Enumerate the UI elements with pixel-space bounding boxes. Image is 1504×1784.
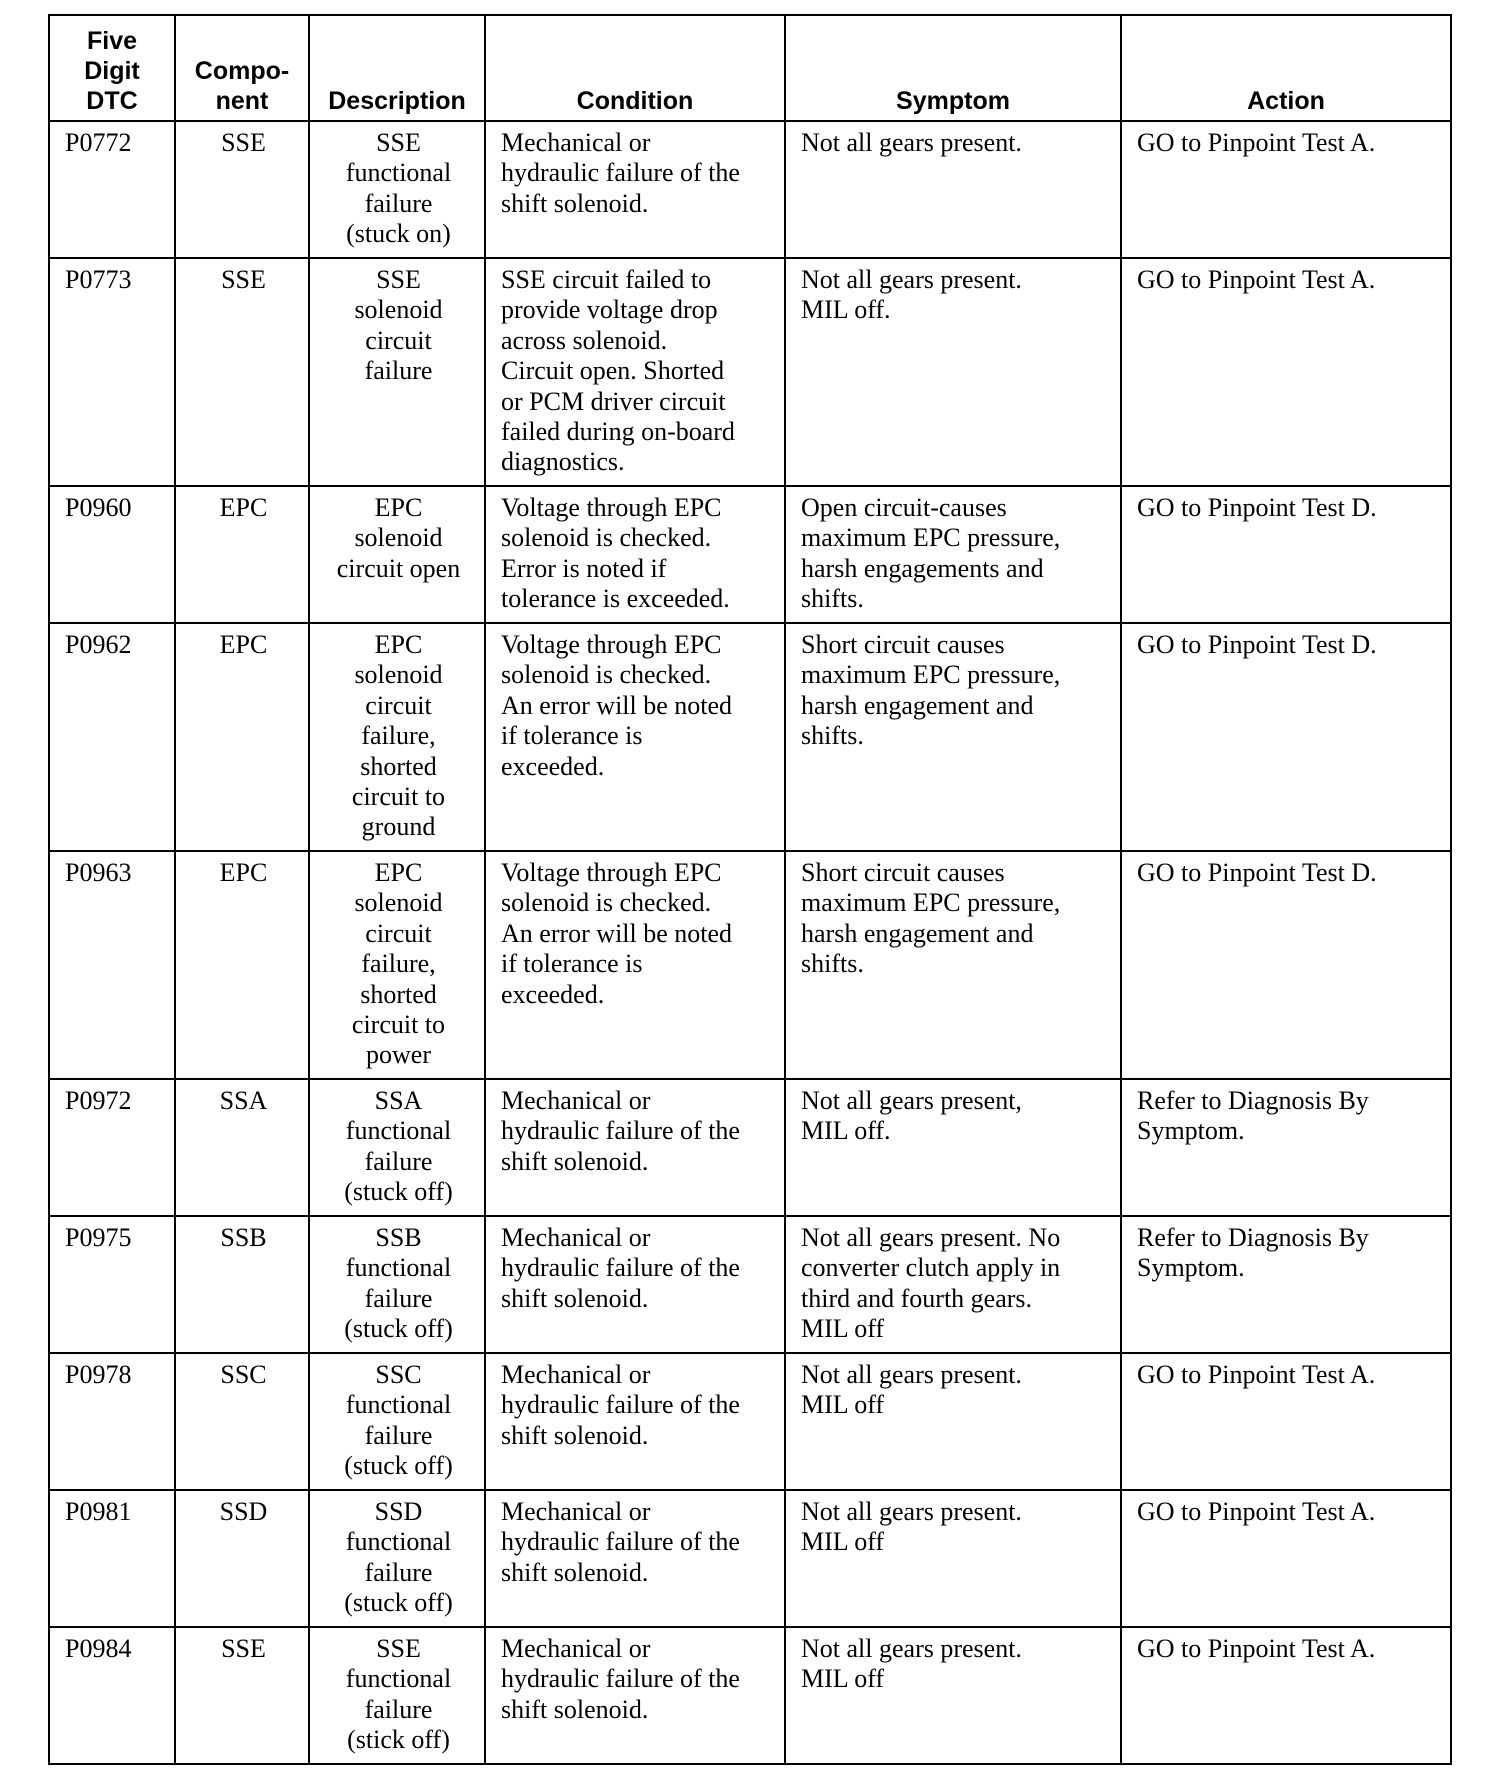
component-cell: EPC xyxy=(175,623,309,851)
symptom-cell: Short circuit causes maximum EPC pressure, harsh engagement and shifts. xyxy=(785,623,1121,851)
action-cell: GO to Pinpoint Test A. xyxy=(1121,1490,1451,1627)
action-cell: GO to Pinpoint Test A. xyxy=(1121,1627,1451,1764)
condition-cell: Mechanical or hydraulic failure of the shift solenoid. xyxy=(485,1216,785,1353)
condition-cell: Mechanical or hydraulic failure of the shift solenoid. xyxy=(485,1627,785,1764)
dtc-table xyxy=(48,14,1452,1765)
header-symptom: Symptom xyxy=(785,15,1121,121)
condition-cell: Voltage through EPC solenoid is checked. An error will be noted if tolerance is exceeded. xyxy=(485,851,785,1079)
action-cell: GO to Pinpoint Test D. xyxy=(1121,486,1451,623)
table-row xyxy=(49,623,1451,851)
description-cell: SSC functional failure (stuck off) xyxy=(309,1353,485,1490)
dtc-code-cell: P0978 xyxy=(49,1353,175,1490)
dtc-code-cell: P0981 xyxy=(49,1490,175,1627)
table-row xyxy=(49,1216,1451,1353)
component-cell: SSC xyxy=(175,1353,309,1490)
component-cell: SSE xyxy=(175,258,309,486)
table-row xyxy=(49,1490,1451,1627)
condition-cell: Mechanical or hydraulic failure of the shift solenoid. xyxy=(485,1490,785,1627)
dtc-code-cell: P0963 xyxy=(49,851,175,1079)
dtc-code-cell: P0960 xyxy=(49,486,175,623)
condition-cell: SSE circuit failed to provide voltage drop across solenoid. Circuit open. Shorted or PCM driver circuit failed during on-board diagnostics. xyxy=(485,258,785,486)
description-cell: SSA functional failure (stuck off) xyxy=(309,1079,485,1216)
header-action: Action xyxy=(1121,15,1451,121)
action-cell: GO to Pinpoint Test D. xyxy=(1121,851,1451,1079)
symptom-cell: Not all gears present. MIL off. xyxy=(785,258,1121,486)
symptom-cell: Not all gears present. No converter clutch apply in third and fourth gears. MIL off xyxy=(785,1216,1121,1353)
description-cell: SSB functional failure (stuck off) xyxy=(309,1216,485,1353)
table-row xyxy=(49,258,1451,486)
component-cell: SSB xyxy=(175,1216,309,1353)
description-cell: SSE functional failure (stick off) xyxy=(309,1627,485,1764)
symptom-cell: Short circuit causes maximum EPC pressure, harsh engagement and shifts. xyxy=(785,851,1121,1079)
component-cell: SSE xyxy=(175,121,309,258)
header-row xyxy=(49,15,1451,121)
description-cell: EPC solenoid circuit failure, shorted circuit to power xyxy=(309,851,485,1079)
dtc-code-cell: P0984 xyxy=(49,1627,175,1764)
dtc-code-cell: P0972 xyxy=(49,1079,175,1216)
dtc-code-cell: P0772 xyxy=(49,121,175,258)
dtc-code-cell: P0962 xyxy=(49,623,175,851)
description-cell: EPC solenoid circuit failure, shorted circuit to ground xyxy=(309,623,485,851)
symptom-cell: Open circuit-causes maximum EPC pressure, harsh engagements and shifts. xyxy=(785,486,1121,623)
condition-cell: Voltage through EPC solenoid is checked. Error is noted if tolerance is exceeded. xyxy=(485,486,785,623)
condition-cell: Mechanical or hydraulic failure of the shift solenoid. xyxy=(485,121,785,258)
component-cell: EPC xyxy=(175,851,309,1079)
dtc-code-cell: P0773 xyxy=(49,258,175,486)
description-cell: EPC solenoid circuit open xyxy=(309,486,485,623)
header-condition: Condition xyxy=(485,15,785,121)
header-description: Description xyxy=(309,15,485,121)
component-cell: EPC xyxy=(175,486,309,623)
table-row xyxy=(49,1353,1451,1490)
symptom-cell: Not all gears present. MIL off xyxy=(785,1490,1121,1627)
header-five-digit-dtc: Five Digit DTC xyxy=(49,15,175,121)
component-cell: SSA xyxy=(175,1079,309,1216)
table-row xyxy=(49,121,1451,258)
condition-cell: Mechanical or hydraulic failure of the shift solenoid. xyxy=(485,1353,785,1490)
header-component: Compo- nent xyxy=(175,15,309,121)
symptom-cell: Not all gears present. xyxy=(785,121,1121,258)
description-cell: SSE functional failure (stuck on) xyxy=(309,121,485,258)
dtc-code-cell: P0975 xyxy=(49,1216,175,1353)
description-cell: SSE solenoid circuit failure xyxy=(309,258,485,486)
table-row xyxy=(49,1079,1451,1216)
table-row xyxy=(49,1627,1451,1764)
symptom-cell: Not all gears present, MIL off. xyxy=(785,1079,1121,1216)
table-row xyxy=(49,851,1451,1079)
condition-cell: Mechanical or hydraulic failure of the shift solenoid. xyxy=(485,1079,785,1216)
component-cell: SSE xyxy=(175,1627,309,1764)
action-cell: GO to Pinpoint Test A. xyxy=(1121,1353,1451,1490)
action-cell: GO to Pinpoint Test A. xyxy=(1121,258,1451,486)
condition-cell: Voltage through EPC solenoid is checked. An error will be noted if tolerance is exceeded. xyxy=(485,623,785,851)
component-cell: SSD xyxy=(175,1490,309,1627)
table-row xyxy=(49,486,1451,623)
action-cell: Refer to Diagnosis By Symptom. xyxy=(1121,1079,1451,1216)
symptom-cell: Not all gears present. MIL off xyxy=(785,1353,1121,1490)
action-cell: Refer to Diagnosis By Symptom. xyxy=(1121,1216,1451,1353)
action-cell: GO to Pinpoint Test D. xyxy=(1121,623,1451,851)
action-cell: GO to Pinpoint Test A. xyxy=(1121,121,1451,258)
symptom-cell: Not all gears present. MIL off xyxy=(785,1627,1121,1764)
description-cell: SSD functional failure (stuck off) xyxy=(309,1490,485,1627)
